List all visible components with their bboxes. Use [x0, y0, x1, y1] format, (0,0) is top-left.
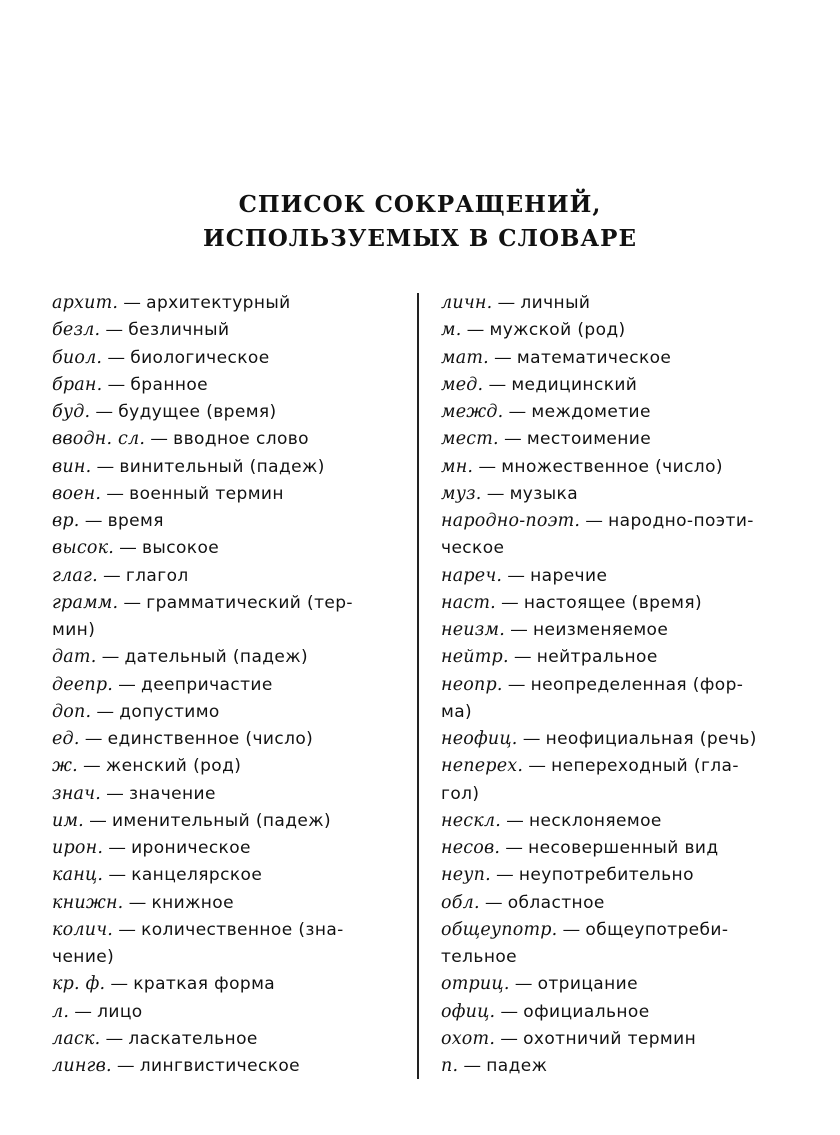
abbreviation-entry	[52, 835, 404, 862]
abbreviation-entry	[52, 317, 404, 344]
em-dash: —	[105, 1028, 124, 1049]
meaning-continuation: тельное	[441, 947, 518, 967]
abbreviation-entry	[52, 563, 404, 590]
abbreviation-entry	[441, 508, 801, 535]
abbreviation: вин.	[52, 456, 92, 477]
abbreviation: лингв.	[52, 1056, 112, 1076]
abbreviation-meaning: несклоняемое	[529, 810, 662, 831]
abbreviation: муз.	[441, 483, 482, 504]
abbreviation: ирон.	[52, 838, 104, 858]
abbreviation-entry	[52, 999, 404, 1026]
abbreviation-entry	[52, 372, 404, 399]
em-dash: —	[89, 810, 107, 831]
abbreviation-meaning: винительный (падеж)	[119, 456, 325, 477]
abbreviation-entry	[441, 481, 801, 508]
abbreviation-meaning: дательный (падеж)	[124, 647, 309, 668]
abbreviation-entry	[52, 672, 404, 699]
abbreviation: народно-поэт.	[441, 511, 581, 531]
abbreviation-meaning: деепричастие	[141, 674, 273, 695]
abbreviation-entry	[52, 862, 404, 889]
abbreviations-right-column	[441, 290, 801, 1080]
abbreviation-entry	[441, 808, 801, 835]
abbreviation-entry	[441, 590, 801, 617]
abbreviation: межд.	[441, 402, 504, 422]
abbreviation-entry	[52, 508, 404, 535]
em-dash: —	[106, 483, 124, 504]
abbreviation-meaning: лицо	[97, 1001, 143, 1022]
abbreviation-entry	[441, 290, 801, 317]
em-dash: —	[506, 810, 524, 831]
abbreviation: несов.	[441, 838, 501, 858]
abbreviation: высок.	[52, 538, 114, 559]
abbreviation-entry	[441, 1053, 801, 1080]
abbreviation-meaning: высокое	[142, 538, 220, 559]
abbreviation: грамм.	[52, 592, 119, 613]
abbreviation-entry	[52, 426, 404, 453]
abbreviation-entry	[52, 454, 404, 481]
em-dash: —	[107, 347, 125, 368]
abbreviation-meaning: биологическое	[130, 347, 270, 368]
abbreviation: ласк.	[52, 1028, 101, 1049]
abbreviation-meaning: военный термин	[129, 483, 284, 504]
abbreviation: бран.	[52, 374, 103, 395]
abbreviation-meaning: несовершенный вид	[528, 838, 719, 858]
abbreviation: м.	[441, 320, 462, 341]
abbreviation: кр. ф.	[52, 974, 106, 995]
em-dash: —	[466, 320, 485, 341]
abbreviation: нареч.	[441, 565, 503, 586]
abbreviation-entry	[52, 917, 404, 944]
em-dash: —	[108, 838, 126, 858]
abbreviation: деепр.	[52, 674, 114, 695]
em-dash: —	[497, 293, 516, 313]
abbreviation: ед.	[52, 729, 80, 749]
abbreviation-entry	[52, 1026, 404, 1053]
em-dash: —	[510, 620, 528, 640]
abbreviation-entry	[441, 563, 801, 590]
abbreviation-meaning: количественное (зна-	[141, 919, 344, 940]
abbreviation: неофиц.	[441, 729, 518, 749]
abbreviation-entry	[441, 672, 801, 699]
meaning-continuation: мин)	[52, 620, 96, 640]
abbreviation: воен.	[52, 483, 102, 504]
abbreviation-entry	[441, 399, 801, 426]
em-dash: —	[103, 565, 121, 586]
abbreviation: дат.	[52, 647, 97, 668]
abbreviation-entry	[441, 971, 801, 998]
em-dash: —	[83, 756, 101, 777]
em-dash: —	[119, 538, 137, 559]
em-dash: —	[500, 1001, 519, 1022]
abbreviation-entry	[441, 372, 801, 399]
abbreviation: неизм.	[441, 620, 505, 640]
abbreviation-meaning: грамматический (тер-	[146, 592, 353, 613]
em-dash: —	[84, 511, 103, 531]
em-dash: —	[107, 374, 126, 395]
abbreviation-meaning: именительный (падеж)	[111, 810, 332, 831]
abbreviation: мн.	[441, 456, 474, 477]
abbreviation: л.	[52, 1001, 70, 1022]
abbreviation: неуп.	[441, 865, 491, 886]
abbreviation-meaning: архитектурный	[146, 293, 291, 313]
abbreviation-meaning: канцелярское	[131, 865, 263, 886]
abbreviation-meaning: мужской (род)	[489, 320, 626, 341]
abbreviation: мат.	[441, 347, 489, 368]
em-dash: —	[585, 511, 603, 531]
em-dash: —	[478, 456, 496, 477]
abbreviation-entry	[52, 399, 404, 426]
abbreviation-entry	[52, 1053, 404, 1080]
abbreviation: глаг.	[52, 565, 98, 586]
meaning-continuation: ма)	[441, 701, 473, 722]
abbreviation: личн.	[441, 293, 493, 313]
abbreviation-entry	[52, 644, 404, 671]
em-dash: —	[522, 729, 541, 749]
abbreviation-entry	[441, 890, 801, 917]
em-dash: —	[505, 838, 523, 858]
abbreviation: мед.	[441, 374, 484, 395]
abbreviation-meaning: время	[107, 511, 164, 531]
abbreviation: п.	[441, 1056, 459, 1076]
abbreviation-meaning: личный	[520, 293, 591, 313]
column-divider	[417, 293, 419, 1079]
abbreviation-meaning: значение	[128, 783, 216, 804]
abbreviation: безл.	[52, 320, 101, 341]
abbreviation-meaning: нейтральное	[536, 647, 658, 668]
em-dash: —	[494, 347, 512, 368]
abbreviation: архит.	[52, 293, 119, 313]
em-dash: —	[496, 865, 514, 886]
abbreviation-meaning: вводное слово	[173, 429, 309, 450]
abbreviation-entry	[441, 1026, 801, 1053]
abbreviation-meaning: падеж	[486, 1056, 548, 1076]
meaning-continuation: гол)	[441, 783, 480, 804]
abbreviation: буд.	[52, 402, 91, 422]
abbreviation: нейтр.	[441, 647, 509, 668]
abbreviation: вводн. сл.	[52, 429, 146, 450]
abbreviation-meaning: отрицание	[537, 974, 638, 995]
abbreviation-meaning: непереходный (гла-	[551, 756, 739, 777]
abbreviation: нескл.	[441, 810, 502, 831]
abbreviation-meaning: народно-поэти-	[608, 511, 754, 531]
em-dash: —	[507, 565, 525, 586]
em-dash: —	[513, 647, 532, 668]
em-dash: —	[463, 1056, 481, 1076]
abbreviation-meaning: единственное (число)	[107, 729, 314, 749]
abbreviation-entry	[441, 835, 801, 862]
page-title-line-2: ИСПОЛЬЗУЕМЫХ В СЛОВАРЕ	[203, 225, 637, 252]
abbreviation-entry	[441, 753, 801, 780]
abbreviation: общеупотр.	[441, 919, 558, 940]
abbreviation-meaning: бранное	[130, 374, 209, 395]
abbreviation: неперех.	[441, 756, 524, 777]
abbreviation-meaning: ироническое	[131, 838, 251, 858]
em-dash: —	[501, 592, 519, 613]
abbreviation-entry	[52, 971, 404, 998]
abbreviation: колич.	[52, 919, 114, 940]
em-dash: —	[528, 756, 546, 777]
em-dash: —	[486, 483, 505, 504]
abbreviation-entry	[441, 345, 801, 372]
abbreviation: офиц.	[441, 1001, 496, 1022]
abbreviation: неопр.	[441, 674, 503, 695]
em-dash: —	[110, 974, 128, 995]
abbreviation-entry	[52, 753, 404, 780]
abbreviation: мест.	[441, 429, 499, 450]
abbreviation-meaning: музыка	[509, 483, 579, 504]
abbreviation-entry	[441, 999, 801, 1026]
abbreviation: вр.	[52, 511, 80, 531]
abbreviation-meaning: охотничий термин	[523, 1028, 697, 1049]
abbreviation-meaning: множественное (число)	[501, 456, 723, 477]
abbreviation-entry	[52, 781, 404, 808]
abbreviation-meaning: медицинский	[511, 374, 638, 395]
abbreviation-meaning: настоящее (время)	[523, 592, 703, 613]
abbreviation-meaning: общеупотреби-	[585, 919, 729, 940]
abbreviation-entry	[441, 862, 801, 889]
abbreviation-meaning: официальное	[523, 1001, 650, 1022]
em-dash: —	[74, 1001, 92, 1022]
abbreviation-meaning: книжное	[151, 892, 234, 913]
em-dash: —	[123, 293, 141, 313]
em-dash: —	[116, 1056, 135, 1076]
abbreviation-meaning: будущее (время)	[118, 402, 277, 422]
em-dash: —	[84, 729, 103, 749]
em-dash: —	[484, 892, 503, 913]
abbreviation-entry	[52, 726, 404, 753]
abbreviation-meaning: неопределенная (фор-	[530, 674, 744, 695]
abbreviation-entry	[52, 535, 404, 562]
em-dash: —	[508, 402, 527, 422]
abbreviation-entry	[441, 426, 801, 453]
em-dash: —	[108, 865, 126, 886]
em-dash: —	[101, 647, 120, 668]
em-dash: —	[504, 429, 522, 450]
em-dash: —	[514, 974, 533, 995]
abbreviation-entry	[52, 481, 404, 508]
abbreviation: им.	[52, 810, 84, 831]
abbreviation-meaning: безличный	[128, 320, 230, 341]
em-dash: —	[562, 919, 581, 940]
abbreviation-meaning: краткая форма	[133, 974, 276, 995]
em-dash: —	[96, 701, 115, 722]
abbreviation-meaning: женский (род)	[105, 756, 242, 777]
meaning-continuation: ческое	[441, 538, 505, 559]
abbreviation: канц.	[52, 865, 104, 886]
abbreviation-meaning: лингвистическое	[139, 1056, 301, 1076]
abbreviation-meaning: неизменяемое	[532, 620, 669, 640]
abbreviation-entry	[441, 317, 801, 344]
abbreviation-entry	[52, 590, 404, 617]
abbreviation-meaning: междометие	[531, 402, 651, 422]
abbreviation-entry	[441, 917, 801, 944]
em-dash: —	[105, 320, 124, 341]
abbreviations-left-column	[52, 290, 404, 1080]
abbreviation-meaning: областное	[507, 892, 605, 913]
abbreviation-entry	[52, 699, 404, 726]
abbreviation-entry	[52, 345, 404, 372]
abbreviation-meaning: неофициальная (речь)	[545, 729, 757, 749]
abbreviation: доп.	[52, 701, 92, 722]
abbreviation-meaning: наречие	[530, 565, 608, 586]
abbreviation-entry	[441, 644, 801, 671]
abbreviation-entry	[52, 890, 404, 917]
em-dash: —	[488, 374, 507, 395]
em-dash: —	[118, 674, 136, 695]
abbreviation-meaning: местоимение	[526, 429, 652, 450]
em-dash: —	[150, 429, 168, 450]
abbreviation: отриц.	[441, 974, 510, 995]
em-dash: —	[128, 892, 147, 913]
abbreviation-meaning: ласкательное	[128, 1028, 258, 1049]
page-title	[0, 188, 840, 256]
abbreviation: знач.	[52, 783, 101, 804]
abbreviation-meaning: глагол	[125, 565, 189, 586]
abbreviation: наст.	[441, 592, 496, 613]
abbreviation-entry	[441, 454, 801, 481]
abbreviation: обл.	[441, 892, 480, 913]
meaning-continuation: чение)	[52, 947, 115, 967]
abbreviation-meaning: неупотребительно	[518, 865, 694, 886]
abbreviation: биол.	[52, 347, 103, 368]
em-dash: —	[95, 402, 114, 422]
abbreviation: ж.	[52, 756, 78, 777]
abbreviation-entry	[52, 808, 404, 835]
em-dash: —	[507, 674, 526, 695]
abbreviation-entry	[441, 617, 801, 644]
abbreviation-meaning: допустимо	[119, 701, 220, 722]
em-dash: —	[106, 783, 124, 804]
em-dash: —	[123, 592, 142, 613]
em-dash: —	[96, 456, 115, 477]
abbreviation-entry	[52, 290, 404, 317]
page-title-line-1: СПИСОК СОКРАЩЕНИЙ,	[238, 191, 602, 218]
em-dash: —	[118, 919, 136, 940]
abbreviation: охот.	[441, 1028, 496, 1049]
abbreviation-entry	[441, 726, 801, 753]
abbreviation: книжн.	[52, 892, 124, 913]
em-dash: —	[500, 1028, 518, 1049]
abbreviation-meaning: математическое	[516, 347, 672, 368]
